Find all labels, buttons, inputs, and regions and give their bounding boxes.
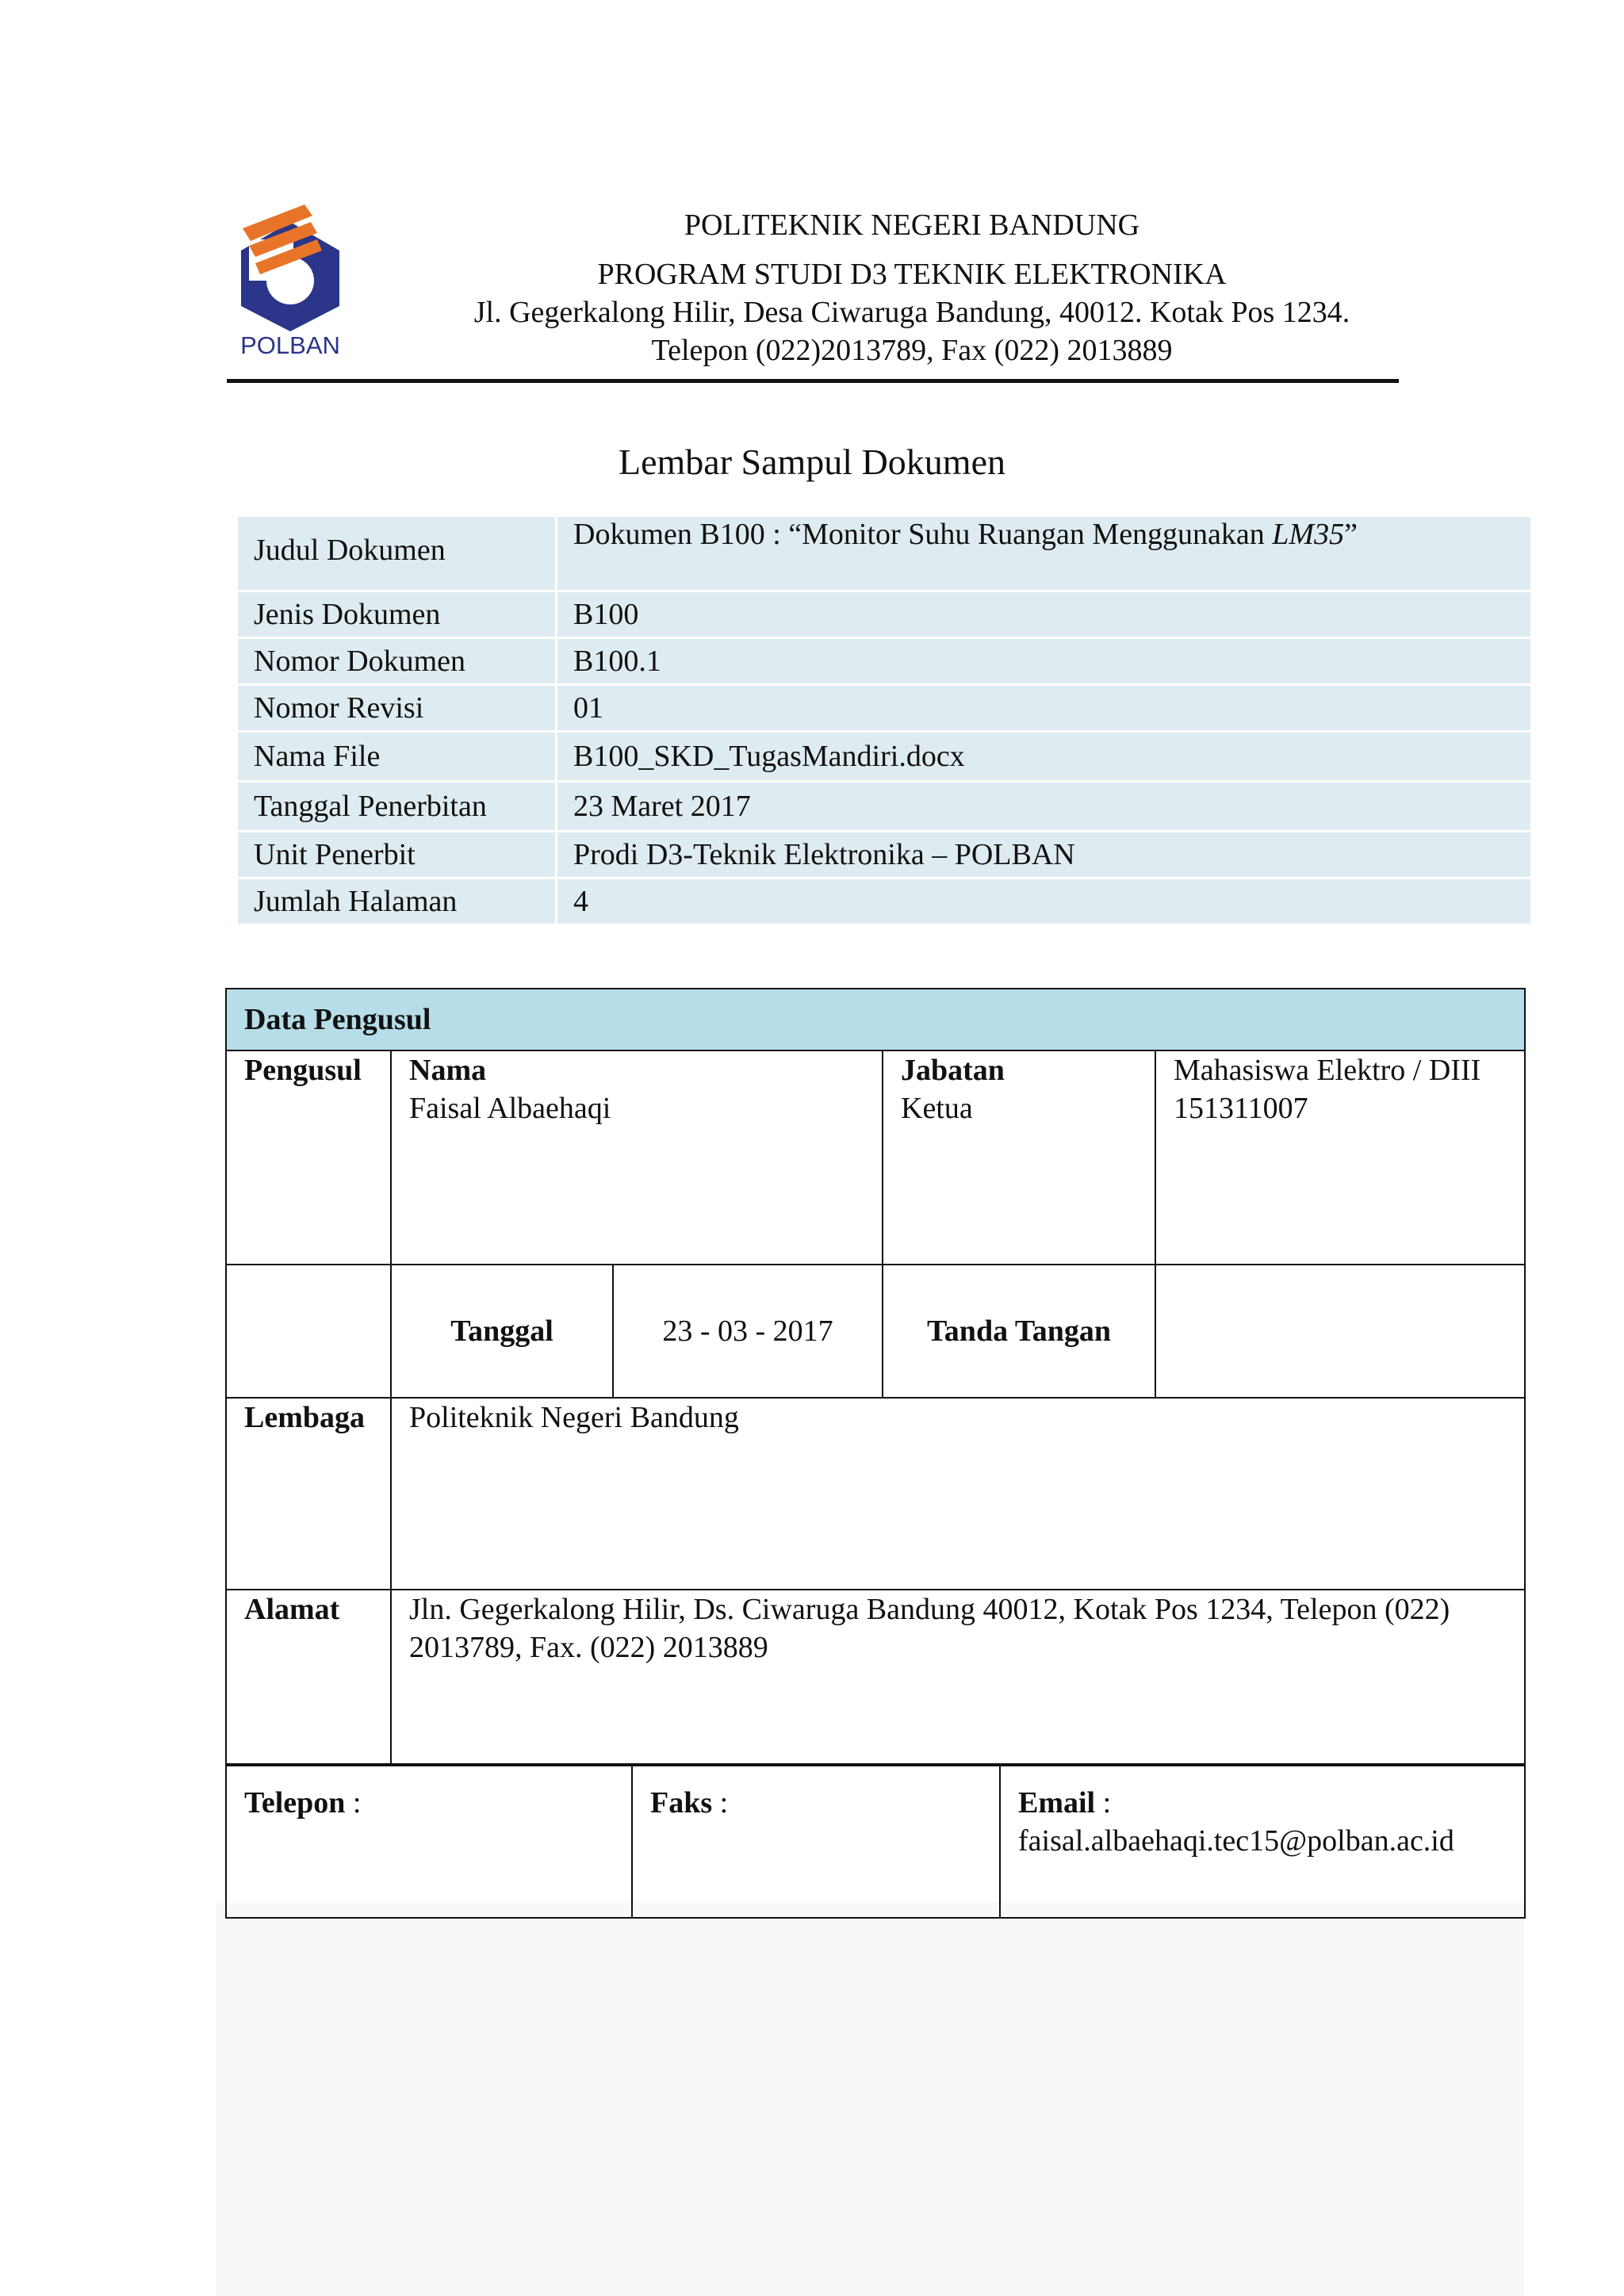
telepon-label: Telepon	[244, 1786, 346, 1820]
cover-info-table	[238, 517, 1535, 926]
info-value: B100	[557, 592, 1535, 637]
faks-cell	[632, 1766, 1000, 1918]
status-cell	[1155, 1050, 1525, 1265]
info-row	[238, 639, 1535, 686]
info-row	[238, 686, 1535, 733]
status-line1: Mahasiswa Elektro / DIII	[1174, 1054, 1481, 1087]
info-value: 23 Maret 2017	[557, 783, 1535, 830]
alamat-label: Alamat	[244, 1593, 340, 1626]
program-name: PROGRAM STUDI D3 TEKNIK ELEKTRONIKA	[597, 258, 1227, 291]
info-row	[238, 832, 1535, 879]
title-suffix: ”	[1344, 518, 1358, 551]
tanggal-label: Tanggal	[391, 1265, 613, 1398]
info-label: Jumlah Halaman	[238, 879, 557, 924]
institution-address: Jl. Gegerkalong Hilir, Desa Ciwaruga Bandung, 40012. Kotak Pos 1234.	[473, 296, 1350, 329]
tanggal-value: 23 - 03 - 2017	[613, 1265, 883, 1398]
telepon-cell	[226, 1766, 632, 1918]
info-row	[238, 783, 1535, 832]
info-row	[238, 879, 1535, 926]
jabatan-value: Ketua	[901, 1092, 973, 1125]
info-row	[238, 592, 1535, 639]
header-rule	[227, 379, 1399, 383]
nama-value: Faisal Albaehaqi	[409, 1092, 611, 1125]
info-label: Jenis Dokumen	[238, 592, 557, 637]
lembaga-label: Lembaga	[244, 1401, 365, 1434]
empty-cell	[226, 1265, 391, 1398]
info-value: Prodi D3-Teknik Elektronika – POLBAN	[557, 832, 1535, 877]
info-label: Judul Dokumen	[238, 517, 557, 590]
telepon-sep: :	[345, 1786, 362, 1820]
info-label: Nomor Dokumen	[238, 639, 557, 683]
lembaga-value: Politeknik Negeri Bandung	[391, 1398, 1525, 1590]
proposer-table	[225, 988, 1526, 1765]
email-sep: :	[1095, 1786, 1112, 1820]
info-label: Unit Penerbit	[238, 832, 557, 877]
nama-label: Nama	[409, 1054, 487, 1087]
title-italic: LM35	[1272, 518, 1345, 551]
contact-table	[225, 1765, 1526, 1919]
status-line2: 151311007	[1174, 1092, 1308, 1125]
email-value: faisal.albaehaqi.tec15@polban.ac.id	[1018, 1824, 1454, 1858]
document-title: Lembar Sampul Dokumen	[618, 442, 1005, 482]
polban-logo	[235, 205, 346, 363]
email-label: Email	[1018, 1786, 1096, 1820]
info-value-title	[557, 517, 1535, 590]
info-row	[238, 733, 1535, 783]
email-cell	[1000, 1766, 1525, 1918]
alamat-value: Jln. Gegerkalong Hilir, Ds. Ciwaruga Bandung 40012, Kotak Pos 1234, Telepon (022) 2013789, Fax. (022) 2013889	[391, 1590, 1525, 1764]
info-value: 01	[557, 686, 1535, 730]
pengusul-label: Pengusul	[244, 1054, 362, 1087]
lembaga-label-cell	[226, 1398, 391, 1590]
institution-contact: Telepon (022)2013789, Fax (022) 2013889	[651, 334, 1173, 367]
info-rows	[238, 592, 1535, 926]
logo-text: POLBAN	[240, 331, 340, 359]
info-value: B100.1	[557, 639, 1535, 683]
institution-name: POLITEKNIK NEGERI BANDUNG	[684, 209, 1140, 242]
info-label: Tanggal Penerbitan	[238, 783, 557, 830]
alamat-label-cell	[226, 1590, 391, 1764]
jabatan-cell	[883, 1050, 1155, 1265]
info-label: Nama File	[238, 733, 557, 780]
title-prefix: Dokumen B100 : “Monitor Suhu Ruangan Menggunakan	[573, 518, 1273, 551]
signature-cell	[1155, 1265, 1525, 1398]
info-value: B100_SKD_TugasMandiri.docx	[557, 733, 1535, 780]
info-label: Nomor Revisi	[238, 686, 557, 730]
nama-cell	[391, 1050, 883, 1265]
info-row-title	[238, 517, 1535, 592]
faks-sep: :	[712, 1786, 729, 1820]
ttd-label: Tanda Tangan	[883, 1265, 1155, 1398]
polban-emblem-icon	[235, 205, 346, 331]
pengusul-label-cell	[226, 1050, 391, 1265]
jabatan-label: Jabatan	[901, 1054, 1005, 1087]
page-shade	[216, 1903, 1524, 2296]
info-value: 4	[557, 879, 1535, 924]
faks-label: Faks	[650, 1786, 713, 1820]
section-title: Data Pengusul	[226, 989, 1525, 1050]
